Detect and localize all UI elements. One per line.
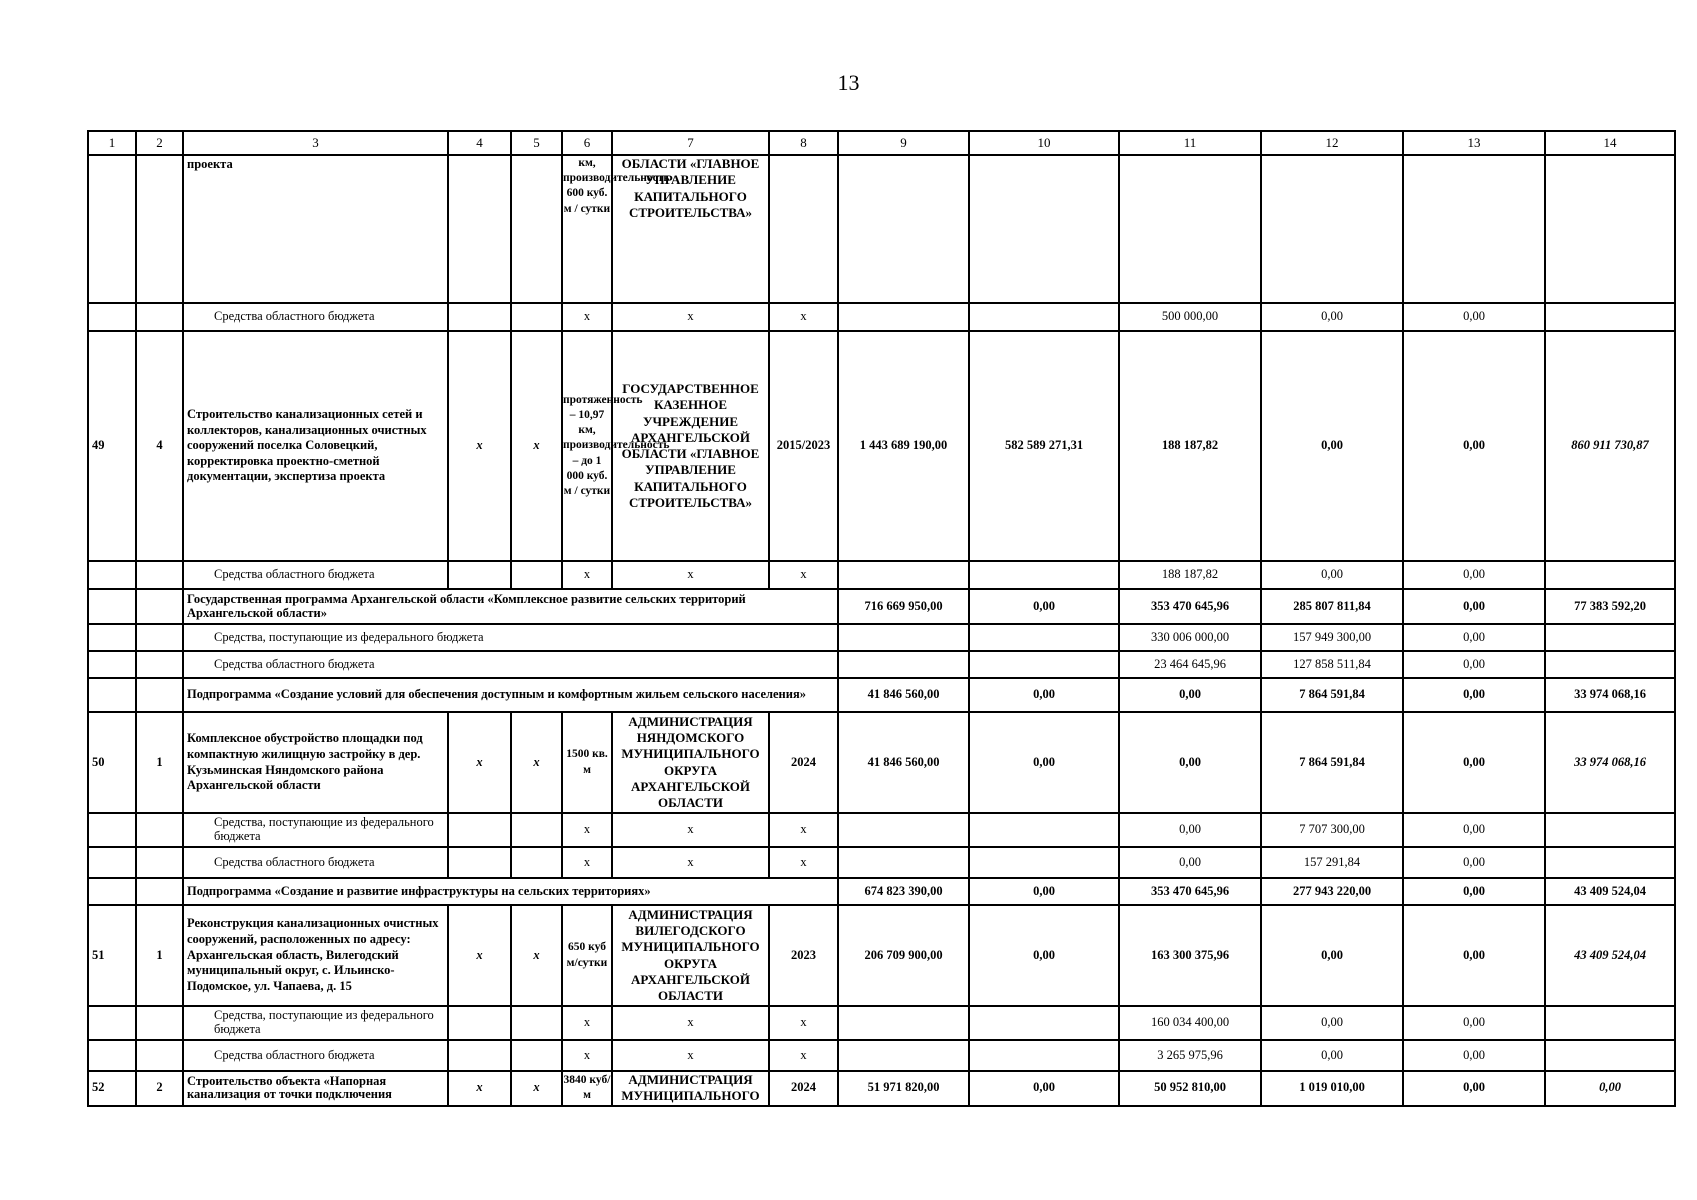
row-number: 50: [88, 712, 136, 813]
object-name: проекта: [183, 155, 448, 303]
cell: [969, 624, 1119, 651]
cell: 0,00: [1119, 847, 1261, 878]
cell: 0,00: [1403, 847, 1545, 878]
customer: ГОСУДАРСТВЕННОЕ КАЗЕННОЕ УЧРЕЖДЕНИЕ АРХАНГЕЛЬСКОЙ ОБЛАСТИ «ГЛАВНОЕ УПРАВЛЕНИЕ КАПИТАЛЬНОГО СТРОИТЕЛЬСТВА»: [612, 331, 769, 561]
cell: [88, 561, 136, 589]
cell: x: [612, 303, 769, 331]
cell: [88, 651, 136, 678]
cell: 674 823 390,00: [838, 878, 969, 905]
cell: [1545, 624, 1675, 651]
cell: [838, 847, 969, 878]
table-row: [88, 712, 1675, 813]
cell: 206 709 900,00: [838, 905, 969, 1006]
cell: x: [448, 331, 511, 561]
cell: [1261, 155, 1403, 303]
table-row: [88, 561, 1675, 589]
cell: [1545, 1040, 1675, 1071]
cell: [969, 303, 1119, 331]
cell: 0,00: [1261, 1040, 1403, 1071]
header-cell: 12: [1261, 131, 1403, 155]
customer: ОБЛАСТИ «ГЛАВНОЕ УПРАВЛЕНИЕ КАПИТАЛЬНОГО СТРОИТЕЛЬСТВА»: [612, 155, 769, 303]
capacity: км, производительность 600 куб. м / сутки: [562, 155, 612, 303]
period: 2024: [769, 1071, 838, 1106]
cell: 77 383 592,20: [1545, 589, 1675, 624]
cell: [1545, 561, 1675, 589]
cell: [511, 561, 562, 589]
cell: 330 006 000,00: [1119, 624, 1261, 651]
cell: 7 864 591,84: [1261, 678, 1403, 712]
cell: 0,00: [1545, 1071, 1675, 1106]
header-cell: 2: [136, 131, 183, 155]
cell: 0,00: [1261, 303, 1403, 331]
cell: 0,00: [1403, 678, 1545, 712]
cell: 277 943 220,00: [1261, 878, 1403, 905]
cell: 33 974 068,16: [1545, 712, 1675, 813]
cell: 0,00: [1261, 331, 1403, 561]
header-cell: 11: [1119, 131, 1261, 155]
cell: [969, 155, 1119, 303]
table-row: [88, 1006, 1675, 1040]
cell: x: [562, 847, 612, 878]
cell: [1119, 155, 1261, 303]
cell: 0,00: [1261, 905, 1403, 1006]
cell: [448, 1006, 511, 1040]
cell: [838, 651, 969, 678]
cell: [511, 813, 562, 847]
cell: [511, 155, 562, 303]
cell: x: [511, 712, 562, 813]
cell: 0,00: [1119, 678, 1261, 712]
program-title: Государственная программа Архангельской области «Комплексное развитие сельских территорий Архангельской области»: [183, 589, 838, 624]
header-cell: 4: [448, 131, 511, 155]
cell: [136, 651, 183, 678]
capacity: протяженность – 10,97 км, производительность – до 1 000 куб. м / сутки: [562, 331, 612, 561]
cell: [88, 155, 136, 303]
cell: [838, 561, 969, 589]
cell: 163 300 375,96: [1119, 905, 1261, 1006]
cell: x: [612, 1006, 769, 1040]
subprogram-title: Подпрограмма «Создание условий для обеспечения доступным и комфортным жильем сельского населения»: [183, 678, 838, 712]
sub-number: 4: [136, 331, 183, 561]
cell: [136, 1006, 183, 1040]
subprogram-title: Подпрограмма «Создание и развитие инфраструктуры на сельских территориях»: [183, 878, 838, 905]
cell: x: [511, 331, 562, 561]
table-row: [88, 303, 1675, 331]
cell: [448, 155, 511, 303]
cell: x: [562, 303, 612, 331]
funding-source: Средства областного бюджета: [183, 303, 448, 331]
cell: 0,00: [1403, 331, 1545, 561]
cell: [136, 847, 183, 878]
cell: 23 464 645,96: [1119, 651, 1261, 678]
cell: [511, 1006, 562, 1040]
capacity: 1500 кв. м: [562, 712, 612, 813]
table-row: [88, 589, 1675, 624]
funding-source: Средства, поступающие из федерального бюджета: [183, 1006, 448, 1040]
cell: 0,00: [969, 712, 1119, 813]
cell: [448, 1040, 511, 1071]
cell: 0,00: [969, 905, 1119, 1006]
header-cell: 9: [838, 131, 969, 155]
cell: 353 470 645,96: [1119, 589, 1261, 624]
table-row: [88, 331, 1675, 561]
cell: [969, 651, 1119, 678]
header-cell: 14: [1545, 131, 1675, 155]
cell: x: [612, 1040, 769, 1071]
cell: 0,00: [969, 678, 1119, 712]
cell: 33 974 068,16: [1545, 678, 1675, 712]
cell: x: [448, 712, 511, 813]
cell: x: [448, 1071, 511, 1106]
cell: 0,00: [1403, 905, 1545, 1006]
cell: [448, 303, 511, 331]
cell: 157 291,84: [1261, 847, 1403, 878]
object-name: Реконструкция канализационных очистных сооружений, расположенных по адресу: Архангельская область, Вилегодский муниципальный округ, с. Ильинско-Подомское, ул. Чапаева, д. 15: [183, 905, 448, 1006]
cell: [88, 1040, 136, 1071]
object-name: Комплексное обустройство площадки под компактную жилищную застройку в дер. Кузьминская Няндомского района Архангельской области: [183, 712, 448, 813]
cell: [838, 1040, 969, 1071]
customer: АДМИНИСТРАЦИЯ НЯНДОМСКОГО МУНИЦИПАЛЬНОГО ОКРУГА АРХАНГЕЛЬСКОЙ ОБЛАСТИ: [612, 712, 769, 813]
cell: 50 952 810,00: [1119, 1071, 1261, 1106]
header-cell: 1: [88, 131, 136, 155]
cell: x: [612, 847, 769, 878]
object-name: Строительство канализационных сетей и коллекторов, канализационных очистных сооружений поселка Соловецкий, корректировка проектно-сметной документации, экспертиза проекта: [183, 331, 448, 561]
table-row: [88, 155, 1675, 303]
cell: 51 971 820,00: [838, 1071, 969, 1106]
table-row: [88, 651, 1675, 678]
cell: 188 187,82: [1119, 331, 1261, 561]
cell: [88, 878, 136, 905]
table-row: [88, 1071, 1675, 1106]
cell: 43 409 524,04: [1545, 905, 1675, 1006]
cell: x: [511, 1071, 562, 1106]
cell: [1403, 155, 1545, 303]
cell: [1545, 155, 1675, 303]
cell: 0,00: [1403, 1040, 1545, 1071]
cell: [136, 561, 183, 589]
table-row: [88, 1040, 1675, 1071]
header-cell: 5: [511, 131, 562, 155]
customer: АДМИНИСТРАЦИЯ ВИЛЕГОДСКОГО МУНИЦИПАЛЬНОГО ОКРУГА АРХАНГЕЛЬСКОЙ ОБЛАСТИ: [612, 905, 769, 1006]
period: 2015/2023: [769, 331, 838, 561]
funding-source: Средства областного бюджета: [183, 1040, 448, 1071]
cell: 7 707 300,00: [1261, 813, 1403, 847]
header-row: [88, 131, 1675, 155]
cell: 1 443 689 190,00: [838, 331, 969, 561]
table-row: [88, 678, 1675, 712]
cell: x: [511, 905, 562, 1006]
cell: [969, 847, 1119, 878]
cell: 1 019 010,00: [1261, 1071, 1403, 1106]
cell: [1545, 1006, 1675, 1040]
cell: [136, 303, 183, 331]
funding-source: Средства областного бюджета: [183, 651, 838, 678]
object-name: Строительство объекта «Напорная канализация от точки подключения: [183, 1071, 448, 1106]
cell: [88, 847, 136, 878]
cell: x: [562, 1006, 612, 1040]
cell: [136, 678, 183, 712]
cell: 41 846 560,00: [838, 678, 969, 712]
cell: [838, 303, 969, 331]
cell: 500 000,00: [1119, 303, 1261, 331]
row-number: 49: [88, 331, 136, 561]
cell: 0,00: [1403, 624, 1545, 651]
budget-table: [87, 130, 1676, 1107]
cell: [969, 1006, 1119, 1040]
cell: 0,00: [1403, 813, 1545, 847]
cell: [1545, 847, 1675, 878]
cell: 41 846 560,00: [838, 712, 969, 813]
cell: 0,00: [1403, 1071, 1545, 1106]
cell: [88, 624, 136, 651]
cell: [1545, 813, 1675, 847]
cell: 0,00: [1403, 712, 1545, 813]
cell: 188 187,82: [1119, 561, 1261, 589]
cell: 860 911 730,87: [1545, 331, 1675, 561]
cell: [88, 303, 136, 331]
funding-source: Средства, поступающие из федерального бюджета: [183, 813, 448, 847]
cell: x: [769, 847, 838, 878]
cell: [1545, 651, 1675, 678]
cell: [88, 1006, 136, 1040]
cell: 43 409 524,04: [1545, 878, 1675, 905]
table-row: [88, 813, 1675, 847]
header-cell: 3: [183, 131, 448, 155]
cell: 353 470 645,96: [1119, 878, 1261, 905]
cell: x: [562, 1040, 612, 1071]
cell: x: [769, 303, 838, 331]
cell: 0,00: [1403, 303, 1545, 331]
cell: [838, 155, 969, 303]
header-cell: 10: [969, 131, 1119, 155]
cell: 582 589 271,31: [969, 331, 1119, 561]
cell: 0,00: [1261, 1006, 1403, 1040]
customer: АДМИНИСТРАЦИЯ МУНИЦИПАЛЬНОГО: [612, 1071, 769, 1106]
funding-source: Средства областного бюджета: [183, 561, 448, 589]
cell: x: [562, 561, 612, 589]
cell: 285 807 811,84: [1261, 589, 1403, 624]
cell: [136, 624, 183, 651]
cell: x: [769, 1006, 838, 1040]
cell: [838, 813, 969, 847]
cell: [448, 813, 511, 847]
sub-number: 1: [136, 905, 183, 1006]
header-cell: 8: [769, 131, 838, 155]
table-row: [88, 905, 1675, 1006]
cell: [88, 813, 136, 847]
cell: x: [562, 813, 612, 847]
row-number: 51: [88, 905, 136, 1006]
period: 2023: [769, 905, 838, 1006]
cell: 0,00: [969, 1071, 1119, 1106]
cell: 127 858 511,84: [1261, 651, 1403, 678]
cell: [136, 1040, 183, 1071]
header-cell: 6: [562, 131, 612, 155]
cell: 7 864 591,84: [1261, 712, 1403, 813]
header-cell: 7: [612, 131, 769, 155]
cell: [511, 303, 562, 331]
funding-source: Средства областного бюджета: [183, 847, 448, 878]
period: 2024: [769, 712, 838, 813]
cell: [88, 589, 136, 624]
cell: x: [769, 813, 838, 847]
row-number: 52: [88, 1071, 136, 1106]
cell: [511, 1040, 562, 1071]
cell: 0,00: [1119, 813, 1261, 847]
cell: [136, 589, 183, 624]
cell: x: [612, 561, 769, 589]
cell: [448, 847, 511, 878]
cell: 0,00: [1261, 561, 1403, 589]
cell: [969, 813, 1119, 847]
cell: [769, 155, 838, 303]
cell: 3 265 975,96: [1119, 1040, 1261, 1071]
capacity: 3840 куб/м: [562, 1071, 612, 1106]
capacity: 650 куб м/сутки: [562, 905, 612, 1006]
cell: x: [769, 561, 838, 589]
cell: [838, 1006, 969, 1040]
cell: [448, 561, 511, 589]
cell: 716 669 950,00: [838, 589, 969, 624]
table-row: [88, 878, 1675, 905]
funding-source: Средства, поступающие из федерального бюджета: [183, 624, 838, 651]
cell: 0,00: [1403, 561, 1545, 589]
cell: [511, 847, 562, 878]
sub-number: 2: [136, 1071, 183, 1106]
cell: [969, 561, 1119, 589]
cell: 0,00: [1403, 878, 1545, 905]
cell: [1545, 303, 1675, 331]
sub-number: 1: [136, 712, 183, 813]
cell: 0,00: [1403, 651, 1545, 678]
header-cell: 13: [1403, 131, 1545, 155]
cell: [969, 1040, 1119, 1071]
cell: 160 034 400,00: [1119, 1006, 1261, 1040]
cell: 0,00: [1119, 712, 1261, 813]
page-number: 13: [837, 70, 860, 95]
cell: [838, 624, 969, 651]
cell: x: [769, 1040, 838, 1071]
cell: x: [448, 905, 511, 1006]
cell: [136, 155, 183, 303]
cell: 0,00: [1403, 1006, 1545, 1040]
cell: 0,00: [1403, 589, 1545, 624]
cell: 157 949 300,00: [1261, 624, 1403, 651]
cell: 0,00: [969, 878, 1119, 905]
cell: [136, 813, 183, 847]
cell: 0,00: [969, 589, 1119, 624]
table-row: [88, 847, 1675, 878]
cell: [88, 678, 136, 712]
cell: x: [612, 813, 769, 847]
table-row: [88, 624, 1675, 651]
cell: [136, 878, 183, 905]
